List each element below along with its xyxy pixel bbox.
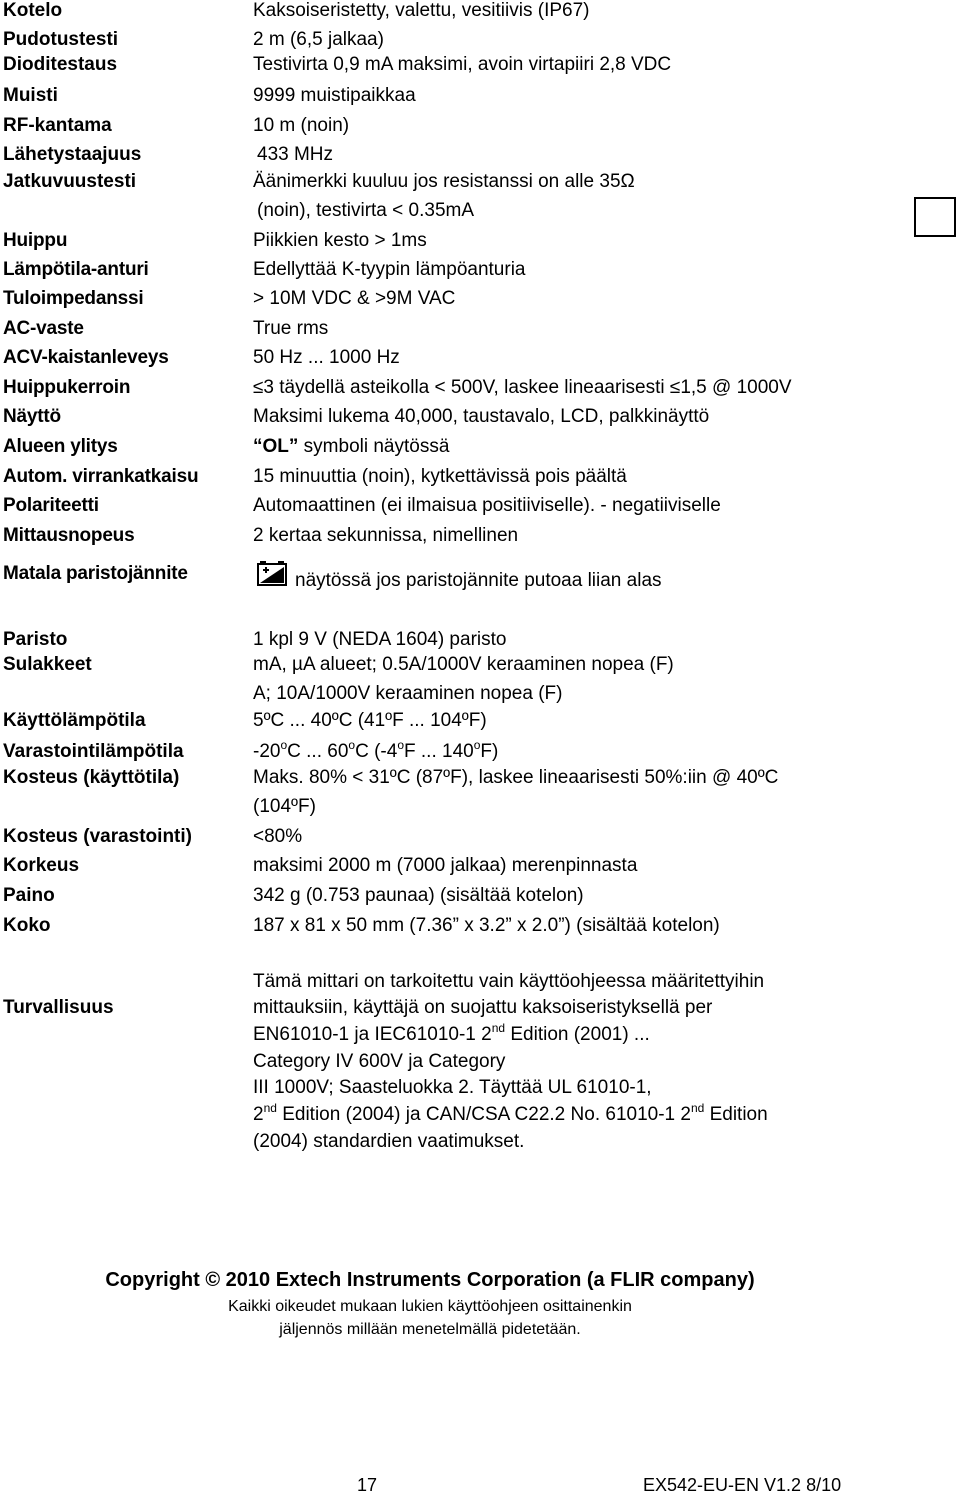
safety-text: EN61010-1 ja IEC61010-1 2 (253, 1024, 492, 1045)
degree-sup: o (280, 738, 288, 752)
spec-label: Sulakkeet (3, 654, 92, 675)
spec-row (0, 855, 960, 883)
spec-value-continued: (noin), testivirta < 0.35mA (257, 200, 475, 221)
rights-line: jäljennös millään menetelmällä pidetetään. (279, 1321, 581, 1338)
spec-value: 15 minuuttia (noin), kytkettävissä pois päältä (253, 466, 627, 487)
degree-sup: o (397, 738, 405, 752)
spec-row (0, 85, 960, 113)
spec-value: 9999 muistipaikkaa (253, 85, 416, 106)
spec-label: Polariteetti (3, 495, 99, 516)
ordinal-sup: nd (263, 1101, 277, 1115)
spec-label: Mittausnopeus (3, 525, 135, 546)
spec-value: Automaattinen (ei ilmaisua positiiviselle). - negatiiviselle (253, 495, 721, 516)
spec-row (0, 495, 960, 523)
spec-value: ≤3 täydellä asteikolla < 500V, laskee lineaarisesti ≤1,5 @ 1000V (253, 377, 792, 398)
spec-row (0, 230, 960, 258)
spec-label: AC-vaste (3, 318, 84, 339)
temp-part: C (-4 (355, 741, 398, 762)
spec-row (0, 377, 960, 405)
spec-row (0, 406, 960, 434)
spec-label: Autom. virrankatkaisu (3, 466, 199, 487)
spec-row (0, 115, 960, 143)
spec-value: 342 g (0.753 paunaa) (sisältää kotelon) (253, 885, 584, 906)
safety-line: mittauksiin, käyttäjä on suojattu kaksoiseristyksellä per (253, 997, 713, 1018)
safety-text: Edition (704, 1104, 768, 1125)
degree-sup: o (348, 738, 356, 752)
safety-text: Edition (2004) ja CAN/CSA C22.2 No. 61010-1 2 (276, 1104, 691, 1125)
spec-value (257, 560, 662, 590)
safety-line: (2004) standardien vaatimukset. (253, 1131, 525, 1152)
spec-label: RF-kantama (3, 115, 112, 136)
spec-row (0, 915, 960, 943)
spec-value: 2 kertaa sekunnissa, nimellinen (253, 525, 519, 546)
spec-label: Kosteus (käyttötila) (3, 767, 180, 788)
spec-value: 187 x 81 x 50 mm (7.36” x 3.2” x 2.0”) (sisältää kotelon) (253, 915, 720, 936)
safety-text: 2 (253, 1104, 264, 1125)
spec-value: Piikkien kesto > 1ms (253, 230, 427, 251)
spec-value: mA, µA alueet; 0.5A/1000V keraaminen nopea (F) (253, 654, 674, 675)
overload-text: symboli näytössä (298, 436, 450, 457)
spec-row (0, 171, 960, 199)
spec-label: Käyttölämpötila (3, 710, 146, 731)
safety-line (253, 1101, 768, 1126)
spec-row (0, 288, 960, 316)
spec-label: Matala paristojännite (3, 563, 188, 584)
spec-value: Maks. 80% < 31ºC (87ºF), laskee lineaarisesti 50%:iin @ 40ºC (253, 767, 779, 788)
spec-value: 433 MHz (257, 144, 334, 165)
safety-line (253, 1021, 650, 1046)
spec-label: Huippukerroin (3, 377, 131, 398)
spec-label: ACV-kaistanleveys (3, 347, 169, 368)
spec-value: > 10M VDC & >9M VAC (253, 288, 456, 309)
spec-value: Maksimi lukema 40,000, taustavalo, LCD, palkkinäyttö (253, 406, 710, 427)
spec-row (0, 436, 960, 464)
temp-part: -20 (253, 741, 281, 762)
spec-value (253, 738, 499, 763)
spec-value: True rms (253, 318, 329, 339)
safety-text: Edition (2001) ... (505, 1024, 650, 1045)
spec-row (0, 560, 960, 594)
degree-sup: o (473, 738, 481, 752)
spec-label: Paristo (3, 629, 68, 650)
spec-label: Alueen ylitys (3, 436, 118, 457)
spec-row (0, 710, 960, 738)
spec-label: Huippu (3, 230, 68, 251)
spec-row (0, 767, 960, 795)
spec-value: 5ºC ... 40ºC (41ºF ... 104ºF) (253, 710, 487, 731)
spec-value: Edellyttää K-tyypin lämpöanturia (253, 259, 526, 280)
spec-value (253, 436, 449, 458)
spec-label: Dioditestaus (3, 54, 118, 75)
spec-row (0, 654, 960, 682)
temp-part: C ... 60 (287, 741, 349, 762)
battery-low-icon (257, 560, 287, 586)
spec-label: Lämpötila-anturi (3, 259, 149, 280)
spec-value: Testivirta 0,9 mA maksimi, avoin virtapiiri 2,8 VDC (253, 54, 672, 75)
spec-value-continued: (104ºF) (253, 796, 316, 817)
battery-low-text: näytössä jos paristojännite putoaa liian alas (295, 570, 662, 591)
overload-symbol: “OL” (253, 436, 299, 457)
ordinal-sup: nd (690, 1101, 705, 1115)
spec-label: Näyttö (3, 406, 61, 427)
spec-value-continued: A; 10A/1000V keraaminen nopea (F) (253, 683, 563, 704)
spec-row (0, 318, 960, 346)
safety-line: Category IV 600V ja Category (253, 1051, 506, 1072)
spec-label: Pudotustesti (3, 29, 119, 50)
spec-row (0, 466, 960, 494)
ordinal-sup: nd (491, 1021, 506, 1035)
spec-label: Jatkuvuustesti (3, 171, 137, 192)
spec-row (0, 259, 960, 287)
spec-label: Koko (3, 915, 51, 936)
spec-value: 10 m (noin) (253, 115, 350, 136)
copyright-notice: Copyright © 2010 Extech Instruments Corporation (a FLIR company) (105, 1269, 755, 1291)
safety-line: Tämä mittari on tarkoitettu vain käyttöohjeessa määritettyihin (253, 971, 765, 992)
spec-value: 2 m (6,5 jalkaa) (253, 29, 384, 50)
spec-value: 1 kpl 9 V (NEDA 1604) paristo (253, 629, 507, 650)
page-number: 17 (357, 1475, 378, 1495)
spec-label: Kosteus (varastointi) (3, 826, 192, 847)
temp-part: F) (480, 741, 499, 762)
safety-line: III 1000V; Saasteluokka 2. Täyttää UL 61010-1, (253, 1077, 652, 1098)
temp-part: F ... 140 (404, 741, 474, 762)
spec-row (0, 0, 960, 28)
spec-value: 50 Hz ... 1000 Hz (253, 347, 400, 368)
spec-value: <80% (253, 826, 303, 847)
spec-row (0, 885, 960, 913)
spec-label: Paino (3, 885, 55, 906)
spec-label: Korkeus (3, 855, 80, 876)
spec-label: Muisti (3, 85, 58, 106)
spec-label: Varastointilämpötila (3, 741, 184, 762)
spec-row (0, 29, 960, 57)
spec-row (0, 347, 960, 375)
document-id: EX542-EU-EN V1.2 8/10 (643, 1475, 842, 1495)
spec-value: Kaksoiseristetty, valettu, vesitiivis (IP67) (253, 0, 590, 21)
spec-label: Lähetystaajuus (3, 144, 142, 165)
spec-value: maksimi 2000 m (7000 jalkaa) merenpinnasta (253, 855, 638, 876)
spec-label: Turvallisuus (3, 997, 114, 1018)
spec-row (0, 54, 960, 82)
spec-value: Äänimerkki kuuluu jos resistanssi on alle 35Ω (253, 171, 635, 192)
spec-label: Tuloimpedanssi (3, 288, 144, 309)
spec-row (0, 738, 960, 769)
spec-row (0, 144, 960, 172)
spec-row (0, 826, 960, 854)
spec-label: Kotelo (3, 0, 63, 21)
spec-row (0, 525, 960, 553)
rights-line: Kaikki oikeudet mukaan lukien käyttöohjeen osittainenkin (228, 1298, 632, 1315)
spec-row (0, 629, 960, 657)
